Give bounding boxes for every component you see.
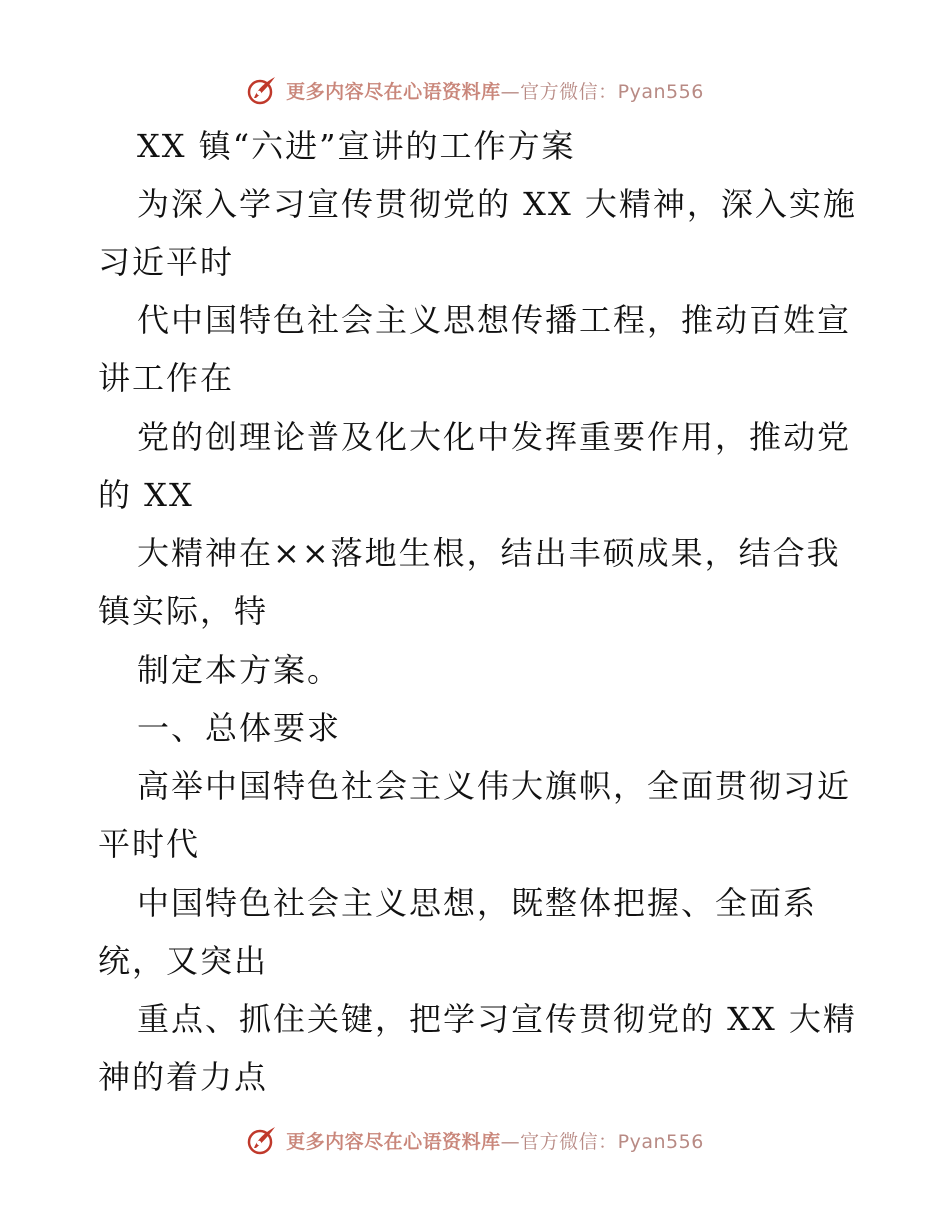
watermark-text bbox=[286, 1127, 704, 1154]
quill-logo-icon bbox=[246, 74, 278, 106]
paragraph-line: 的 XX bbox=[98, 476, 194, 514]
paragraph-line: 镇实际，特 bbox=[98, 592, 269, 630]
paragraph-line: 神的着力点 bbox=[98, 1058, 269, 1096]
paragraph-line: 讲工作在 bbox=[98, 359, 235, 397]
paragraph-line: 统，又突出 bbox=[98, 942, 269, 980]
document-title: XX 镇“六进”宣讲的工作方案 bbox=[137, 127, 576, 165]
paragraph-line: 为深入学习宣传贯彻党的 XX 大精神，深入实施 bbox=[137, 185, 857, 223]
watermark-text bbox=[286, 77, 704, 104]
paragraph-line: 平时代 bbox=[98, 825, 201, 863]
paragraph-line: 中国特色社会主义思想，既整体把握、全面系 bbox=[137, 884, 818, 922]
paragraph-line: 习近平时 bbox=[98, 243, 235, 281]
watermark-wechat-text: —官方微信：Pyan556 bbox=[500, 80, 704, 103]
watermark-site-text: 更多内容尽在心语资料库 bbox=[286, 80, 501, 103]
paragraph-line: 制定本方案。 bbox=[137, 651, 342, 689]
paragraph-line: 代中国特色社会主义思想传播工程，推动百姓宣 bbox=[137, 301, 852, 339]
paragraph-line: 高举中国特色社会主义伟大旗帜，全面贯彻习近 bbox=[137, 767, 852, 805]
footer-watermark bbox=[0, 1120, 950, 1160]
paragraph-line: 党的创理论普及化大化中发挥重要作用，推动党 bbox=[137, 418, 852, 456]
watermark-site-text: 更多内容尽在心语资料库 bbox=[286, 1130, 501, 1153]
paragraph-line: 重点、抓住关键，把学习宣传贯彻党的 XX 大精 bbox=[137, 1000, 857, 1038]
watermark-wechat-text: —官方微信：Pyan556 bbox=[500, 1130, 704, 1153]
paragraph-line: 大精神在××落地生根，结出丰硕成果，结合我 bbox=[137, 534, 841, 572]
section-heading: 一、总体要求 bbox=[137, 709, 342, 747]
header-watermark bbox=[0, 70, 950, 110]
quill-logo-icon bbox=[246, 1124, 278, 1156]
